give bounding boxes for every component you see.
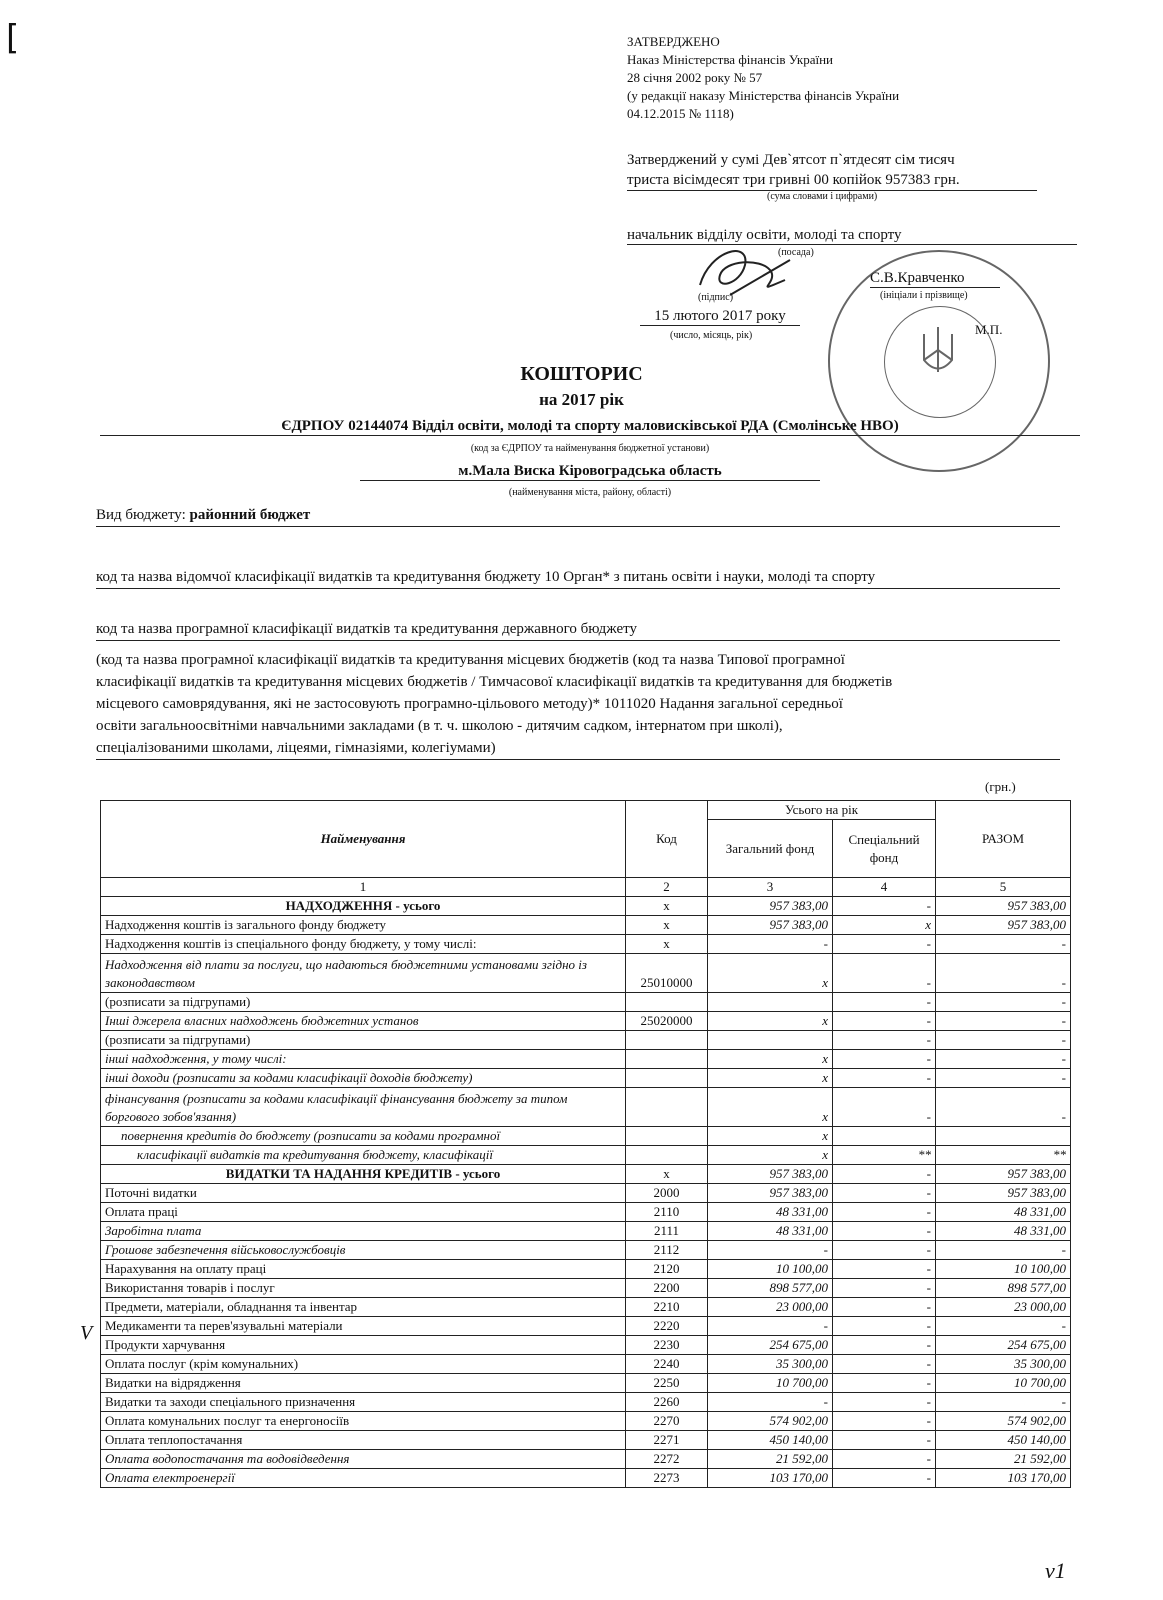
- cell-name: (розписати за підгрупами): [101, 1031, 626, 1050]
- cell-general-fund: х: [708, 1088, 833, 1127]
- approval-line: Наказ Міністерства фінансів України: [627, 52, 833, 67]
- cell-code: [626, 1050, 708, 1069]
- cell-name: класифікації видатків та кредитування бюджету, класифікації: [101, 1146, 626, 1165]
- cell-total: -: [936, 1012, 1071, 1031]
- cell-general-fund: [708, 993, 833, 1012]
- cell-name: Інші джерела власних надходжень бюджетних установ: [101, 1012, 626, 1031]
- page-mark: v1: [1045, 1558, 1066, 1583]
- cell-name: Надходження коштів із спеціального фонду бюджету, у тому числі:: [101, 935, 626, 954]
- table-row: [101, 1088, 1071, 1127]
- cell-special-fund: [833, 1127, 936, 1146]
- cell-code: [626, 1031, 708, 1050]
- approval-date: 15 лютого 2017 року: [640, 308, 800, 326]
- budget-table: [100, 800, 1070, 1488]
- cell-general-fund: 10 100,00: [708, 1260, 833, 1279]
- cell-special-fund: -: [833, 1412, 936, 1431]
- table-row: [101, 935, 1071, 954]
- table-row: [101, 1203, 1071, 1222]
- table-row: [101, 1374, 1071, 1393]
- cell-total: -: [936, 1069, 1071, 1088]
- unit-label: (грн.): [985, 779, 1016, 794]
- cell-total: 450 140,00: [936, 1431, 1071, 1450]
- cell-total: -: [936, 1393, 1071, 1412]
- cell-code: 2110: [626, 1203, 708, 1222]
- cell-total: 48 331,00: [936, 1203, 1071, 1222]
- cell-code: 2273: [626, 1469, 708, 1488]
- cell-general-fund: 48 331,00: [708, 1203, 833, 1222]
- cell-total: -: [936, 1031, 1071, 1050]
- local-classification-line: освіти загальноосвітніми навчальними закладами (в т. ч. школою - дитячим садком, інтернатом при школі),: [96, 718, 783, 734]
- cell-special-fund: х: [833, 916, 936, 935]
- document-subtitle: на 2017 рік: [539, 390, 624, 409]
- cell-code: 2272: [626, 1450, 708, 1469]
- table-row: [101, 1012, 1071, 1031]
- table-row: [101, 1127, 1071, 1146]
- cell-total: 10 700,00: [936, 1374, 1071, 1393]
- local-classification-line: місцевого самоврядування, які не застосовують програмно-цільового методу)* 1011020 Надання загальної середньої: [96, 696, 843, 712]
- cell-special-fund: -: [833, 1298, 936, 1317]
- cell-special-fund: -: [833, 1317, 936, 1336]
- cell-total: 254 675,00: [936, 1336, 1071, 1355]
- cell-code: [626, 1127, 708, 1146]
- cell-general-fund: 898 577,00: [708, 1279, 833, 1298]
- cell-name: Медикаменти та перев'язувальні матеріали: [101, 1317, 626, 1336]
- col-number: 4: [833, 878, 936, 897]
- cell-code: 2000: [626, 1184, 708, 1203]
- signatory-name: С.В.Кравченко: [870, 270, 1000, 288]
- cell-name: Грошове забезпечення військовослужбовців: [101, 1241, 626, 1260]
- cell-special-fund: -: [833, 1374, 936, 1393]
- cell-code: 2220: [626, 1317, 708, 1336]
- cell-code: 2230: [626, 1336, 708, 1355]
- cell-total: 574 902,00: [936, 1412, 1071, 1431]
- cell-total: 957 383,00: [936, 1165, 1071, 1184]
- cell-name: Використання товарів і послуг: [101, 1279, 626, 1298]
- signatory-position: начальник відділу освіти, молоді та спорту: [627, 226, 1077, 245]
- table-row: [101, 1469, 1071, 1488]
- cell-general-fund: 957 383,00: [708, 897, 833, 916]
- cell-special-fund: -: [833, 1165, 936, 1184]
- table-row: [101, 1260, 1071, 1279]
- cell-name: Нарахування на оплату праці: [101, 1260, 626, 1279]
- cell-special-fund: -: [833, 954, 936, 993]
- table-row: [101, 1317, 1071, 1336]
- approval-line: 28 січня 2002 року № 57: [627, 70, 763, 85]
- col-header-name: Найменування: [101, 801, 626, 878]
- cell-general-fund: 450 140,00: [708, 1431, 833, 1450]
- cell-special-fund: -: [833, 1050, 936, 1069]
- table-row: [101, 993, 1071, 1012]
- cell-code: [626, 1069, 708, 1088]
- cell-general-fund: х: [708, 1146, 833, 1165]
- cell-special-fund: -: [833, 1184, 936, 1203]
- cell-special-fund: -: [833, 1203, 936, 1222]
- cell-name: Оплата електроенергії: [101, 1469, 626, 1488]
- cell-name: Заробітна плата: [101, 1222, 626, 1241]
- table-row: [101, 1431, 1071, 1450]
- cell-name: Оплата праці: [101, 1203, 626, 1222]
- cell-total: -: [936, 1241, 1071, 1260]
- cell-total: 957 383,00: [936, 916, 1071, 935]
- cell-code: 2210: [626, 1298, 708, 1317]
- place-caption: (найменування міста, району, області): [508, 487, 672, 498]
- cell-special-fund: -: [833, 1336, 936, 1355]
- cell-special-fund: -: [833, 1431, 936, 1450]
- program-classification: код та назва програмної класифікації видатків та кредитування державного бюджету: [96, 618, 1060, 641]
- cell-name: Оплата водопостачання та водовідведення: [101, 1450, 626, 1469]
- cell-total: 21 592,00: [936, 1450, 1071, 1469]
- cell-name: повернення кредитів до бюджету (розписати за кодами програмної: [101, 1127, 626, 1146]
- cell-general-fund: х: [708, 954, 833, 993]
- col-number: 3: [708, 878, 833, 897]
- cell-general-fund: [708, 1031, 833, 1050]
- approval-block: [627, 33, 987, 123]
- cell-general-fund: -: [708, 935, 833, 954]
- cell-special-fund: -: [833, 1241, 936, 1260]
- approval-line: (у редакції наказу Міністерства фінансів України: [627, 88, 900, 103]
- cell-general-fund: х: [708, 1012, 833, 1031]
- cell-name: Видатки на відрядження: [101, 1374, 626, 1393]
- cell-name: ВИДАТКИ ТА НАДАННЯ КРЕДИТІВ - усього: [101, 1165, 626, 1184]
- cell-code: 2120: [626, 1260, 708, 1279]
- cell-general-fund: х: [708, 1050, 833, 1069]
- table-row: [101, 1241, 1071, 1260]
- table-row: [101, 1050, 1071, 1069]
- date-caption: (число, місяць, рік): [670, 330, 753, 341]
- cell-name: НАДХОДЖЕННЯ - усього: [101, 897, 626, 916]
- cell-code: 2112: [626, 1241, 708, 1260]
- table-row: [101, 1146, 1071, 1165]
- cell-total: -: [936, 1317, 1071, 1336]
- cell-special-fund: -: [833, 1260, 936, 1279]
- cell-total: -: [936, 954, 1071, 993]
- cell-total: 103 170,00: [936, 1469, 1071, 1488]
- approved-sum-block: [627, 150, 1077, 203]
- table-row: [101, 1412, 1071, 1431]
- cell-code: 25010000: [626, 954, 708, 993]
- cell-general-fund: 254 675,00: [708, 1336, 833, 1355]
- margin-check-mark: V: [80, 1322, 93, 1344]
- table-row: [101, 1355, 1071, 1374]
- cell-special-fund: -: [833, 993, 936, 1012]
- cell-total: **: [936, 1146, 1071, 1165]
- local-classification-line: класифікації видатків та кредитування місцевих бюджетів / Тимчасової класифікації видатків та кредитування для бюджетів: [96, 674, 893, 690]
- cell-total: 10 100,00: [936, 1260, 1071, 1279]
- cell-special-fund: -: [833, 1393, 936, 1412]
- table-row: [101, 1069, 1071, 1088]
- col-header-special-fund: Спеціальний фонд: [833, 820, 936, 878]
- table-row: [101, 1184, 1071, 1203]
- cell-special-fund: -: [833, 935, 936, 954]
- cell-special-fund: -: [833, 1031, 936, 1050]
- col-header-total: РАЗОМ: [936, 801, 1071, 878]
- cell-general-fund: 10 700,00: [708, 1374, 833, 1393]
- cell-name: Оплата комунальних послуг та енергоносіїв: [101, 1412, 626, 1431]
- table-row: [101, 1393, 1071, 1412]
- cell-special-fund: -: [833, 1069, 936, 1088]
- cell-total: 35 300,00: [936, 1355, 1071, 1374]
- approved-sum-caption: (сума словами і цифрами): [767, 191, 878, 202]
- budget-type-label: Вид бюджету:: [96, 507, 190, 523]
- cell-general-fund: х: [708, 1127, 833, 1146]
- departmental-classification: код та назва відомчої класифікації видатків та кредитування бюджету 10 Орган* з питань освіти і науки, молоді та спорту: [96, 566, 1060, 589]
- cell-code: х: [626, 1165, 708, 1184]
- cell-code: 2260: [626, 1393, 708, 1412]
- name-caption: (ініціали і прізвище): [880, 290, 968, 301]
- cell-code: 2270: [626, 1412, 708, 1431]
- cell-name: фінансування (розписати за кодами класифікації фінансування бюджету за типом боргового зобов'язання): [101, 1088, 626, 1127]
- organization-caption: (код за ЄДРПОУ та найменування бюджетної установи): [470, 443, 710, 454]
- cell-name: Продукти харчування: [101, 1336, 626, 1355]
- cell-code: 25020000: [626, 1012, 708, 1031]
- cell-general-fund: -: [708, 1317, 833, 1336]
- cell-code: х: [626, 916, 708, 935]
- budget-type-value: районний бюджет: [189, 507, 311, 523]
- cell-total: 23 000,00: [936, 1298, 1071, 1317]
- local-classification: [96, 649, 1060, 760]
- cell-general-fund: 23 000,00: [708, 1298, 833, 1317]
- cell-total: -: [936, 993, 1071, 1012]
- table-row: [101, 1450, 1071, 1469]
- cell-name: Надходження від плати за послуги, що надаються бюджетними установами згідно із законодавством: [101, 954, 626, 993]
- table-row: [101, 897, 1071, 916]
- cell-total: 898 577,00: [936, 1279, 1071, 1298]
- col-number: 1: [101, 878, 626, 897]
- cell-general-fund: 574 902,00: [708, 1412, 833, 1431]
- cell-general-fund: 957 383,00: [708, 916, 833, 935]
- cell-special-fund: -: [833, 1450, 936, 1469]
- local-classification-line: (код та назва програмної класифікації видатків та кредитування місцевих бюджетів (код та назва Типової програмної: [96, 652, 845, 668]
- cell-special-fund: -: [833, 1012, 936, 1031]
- cell-total: [936, 1127, 1071, 1146]
- cell-code: х: [626, 897, 708, 916]
- col-header-code: Код: [626, 801, 708, 878]
- table-row: [101, 1165, 1071, 1184]
- cell-special-fund: -: [833, 897, 936, 916]
- cell-total: -: [936, 1088, 1071, 1127]
- cell-code: [626, 1146, 708, 1165]
- cell-total: 957 383,00: [936, 1184, 1071, 1203]
- cell-code: 2250: [626, 1374, 708, 1393]
- cell-code: 2200: [626, 1279, 708, 1298]
- cell-name: інші доходи (розписати за кодами класифікації доходів бюджету): [101, 1069, 626, 1088]
- cell-special-fund: -: [833, 1222, 936, 1241]
- document-title: КОШТОРИС: [520, 363, 643, 385]
- cell-general-fund: х: [708, 1069, 833, 1088]
- col-header-total-year: Усього на рік: [708, 801, 936, 820]
- table-row: [101, 954, 1071, 993]
- cell-code: [626, 1088, 708, 1127]
- cell-special-fund: -: [833, 1279, 936, 1298]
- cell-general-fund: 957 383,00: [708, 1165, 833, 1184]
- approved-sum-line: триста вісімдесят три гривні 00 копійок 957383 грн.: [627, 170, 1037, 191]
- cell-total: 957 383,00: [936, 897, 1071, 916]
- cell-name: Поточні видатки: [101, 1184, 626, 1203]
- cell-general-fund: 48 331,00: [708, 1222, 833, 1241]
- signature-caption: (підпис): [698, 292, 734, 303]
- cell-total: -: [936, 1050, 1071, 1069]
- organization-line: ЄДРПОУ 02144074 Відділ освіти, молоді та спорту маловисківської РДА (Смолінське НВО): [100, 418, 1080, 436]
- cell-special-fund: -: [833, 1355, 936, 1374]
- stamp-mark: М.П.: [975, 322, 1003, 337]
- cell-total: 48 331,00: [936, 1222, 1071, 1241]
- budget-type-line: [96, 504, 1060, 527]
- cell-name: Предмети, матеріали, обладнання та інвентар: [101, 1298, 626, 1317]
- approval-line: 04.12.2015 № 1118): [627, 106, 734, 121]
- cell-special-fund: -: [833, 1469, 936, 1488]
- cell-general-fund: -: [708, 1393, 833, 1412]
- table-row: [101, 916, 1071, 935]
- cell-code: 2271: [626, 1431, 708, 1450]
- cell-name: інші надходження, у тому числі:: [101, 1050, 626, 1069]
- cell-code: 2240: [626, 1355, 708, 1374]
- cell-name: Оплата послуг (крім комунальних): [101, 1355, 626, 1374]
- table-row: [101, 1336, 1071, 1355]
- col-number: 2: [626, 878, 708, 897]
- cell-name: Видатки та заходи спеціального призначення: [101, 1393, 626, 1412]
- cell-general-fund: 103 170,00: [708, 1469, 833, 1488]
- local-classification-line: спеціалізованими школами, ліцеями, гімназіями, колегіумами): [96, 737, 1060, 760]
- col-number: 5: [936, 878, 1071, 897]
- cell-name: (розписати за підгрупами): [101, 993, 626, 1012]
- table-row: [101, 1298, 1071, 1317]
- table-row: [101, 1031, 1071, 1050]
- official-stamp: [828, 250, 1050, 472]
- table-row: [101, 1222, 1071, 1241]
- col-header-general-fund: Загальний фонд: [708, 820, 833, 878]
- cell-name: Оплата теплопостачання: [101, 1431, 626, 1450]
- approval-line: ЗАТВЕРДЖЕНО: [627, 34, 720, 49]
- cell-code: 2111: [626, 1222, 708, 1241]
- cell-code: [626, 993, 708, 1012]
- cell-general-fund: 35 300,00: [708, 1355, 833, 1374]
- cell-general-fund: 21 592,00: [708, 1450, 833, 1469]
- place-line: м.Мала Виска Кіровоградська область: [360, 463, 820, 481]
- cell-code: х: [626, 935, 708, 954]
- corner-mark: [: [6, 18, 20, 58]
- cell-name: Надходження коштів із загального фонду бюджету: [101, 916, 626, 935]
- cell-general-fund: 957 383,00: [708, 1184, 833, 1203]
- cell-special-fund: **: [833, 1146, 936, 1165]
- position-caption: (посада): [778, 247, 814, 258]
- cell-special-fund: -: [833, 1088, 936, 1127]
- cell-general-fund: -: [708, 1241, 833, 1260]
- approved-sum-line: Затверджений у сумі Дев`ятсот п`ятдесят сім тисяч: [627, 152, 955, 168]
- table-row: [101, 1279, 1071, 1298]
- cell-total: -: [936, 935, 1071, 954]
